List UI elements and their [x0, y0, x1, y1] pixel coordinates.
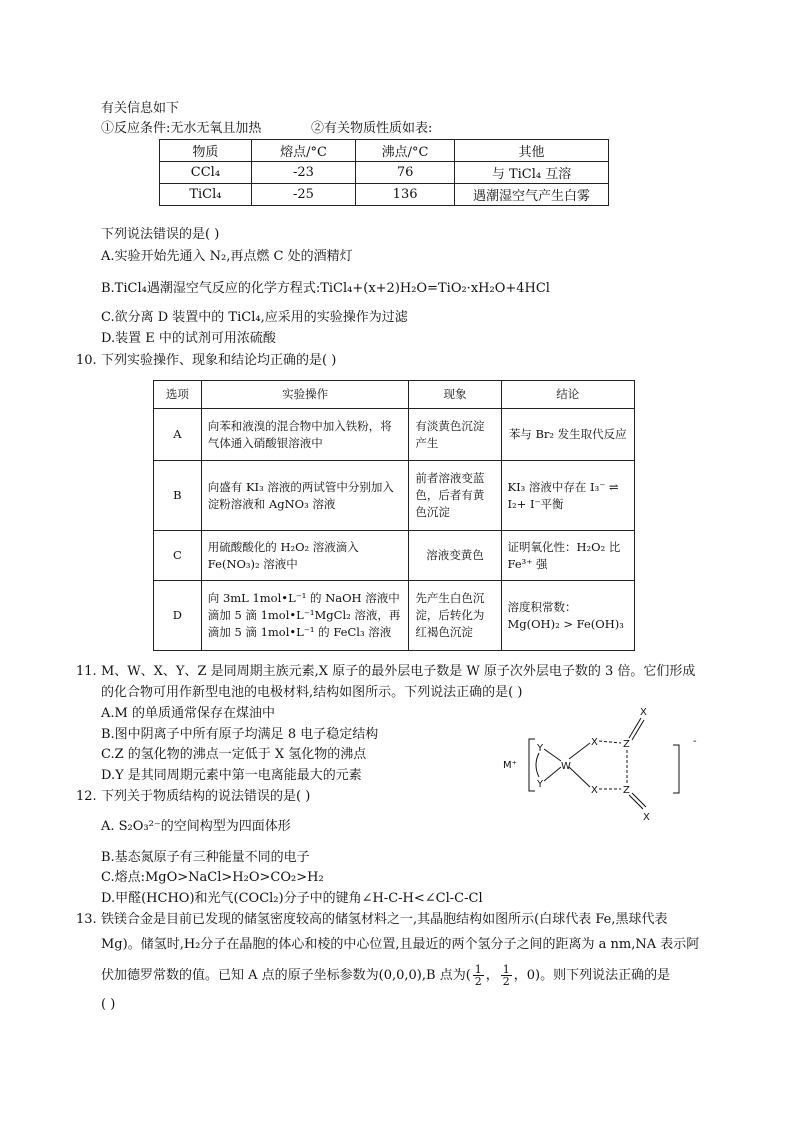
table-cell: 向 3mL 1mol•L⁻¹ 的 NaOH 溶液中滴加 5 滴 1mol•L⁻¹MgCl₂ 溶液，再滴加 5 滴 1mol•L⁻¹ 的 FeCl₃ 溶液 [201, 581, 409, 651]
table-header-cell: 沸点/°C [356, 140, 455, 162]
table-cell: KI₃ 溶液中存在 I₃⁻ ⇌ I₂+ I⁻平衡 [501, 461, 635, 531]
q12-number: 12. [76, 789, 97, 804]
info-heading: 有关信息如下 [101, 101, 180, 116]
table-row [160, 184, 609, 206]
table-header-cell: 现象 [409, 381, 501, 409]
q13-line-3-post: ，0)。则下列说法正确的是 [513, 968, 671, 983]
cation-label: M⁺ [503, 760, 517, 771]
table-cell: A [154, 409, 202, 461]
fraction-denominator: 2 [502, 975, 510, 988]
q13-line-3 [101, 962, 670, 990]
q9-option-d: D.装置 E 中的试剂可用浓硫酸 [101, 331, 276, 346]
q12-option-b: B.基态氮原子有三种能量不同的电子 [101, 850, 310, 865]
atom-z-upper: Z [623, 739, 630, 750]
q11-option-a: A.M 的单质通常保存在煤油中 [101, 706, 275, 721]
atom-w: W [561, 761, 571, 772]
table-cell: 苯与 Br₂ 发生取代反应 [501, 409, 635, 461]
table-row [154, 461, 635, 531]
table-cell: C [154, 531, 202, 581]
q10-stem: 下列实验操作、现象和结论均正确的是( ) [101, 353, 337, 368]
atom-x-top-terminal: X [640, 707, 647, 718]
q9-option-a: A.实验开始先通入 N₂,再点燃 C 处的酒精灯 [101, 249, 353, 264]
table-cell: 前者溶液变蓝色，后者有黄色沉淀 [409, 461, 501, 531]
table-cell: 有淡黄色沉淀产生 [409, 409, 501, 461]
table-header-cell: 熔点/°C [251, 140, 355, 162]
q13-line-1: 铁镁合金是目前已发现的储氢密度较高的储氢材料之一,其晶胞结构如图所示(白球代表 Fe,黑球代表 [101, 912, 668, 927]
fraction-one-half [501, 964, 512, 987]
properties-table [159, 139, 609, 206]
info-condition-2: ②有关物质性质如表: [311, 121, 433, 136]
fraction-one-half [473, 964, 484, 987]
q9-stem: 下列说法错误的是( ) [101, 227, 220, 242]
fraction-numerator: 1 [474, 963, 482, 976]
atom-x-bottom-terminal: X [643, 812, 650, 823]
q12-stem: 下列关于物质结构的说法错误的是( ) [101, 789, 311, 804]
anion-charge: - [693, 736, 697, 747]
table-cell: 向盛有 KI₃ 溶液的两试管中分别加入淀粉溶液和 AgNO₃ 溶液 [201, 461, 409, 531]
table-cell: 遇潮湿空气产生白雾 [455, 184, 609, 206]
q11-option-b: B.图中阴离子中所有原子均满足 8 电子稳定结构 [101, 727, 379, 742]
atom-y-top: Y [537, 743, 544, 754]
q12-option-d: D.甲醛(HCHO)和光气(COCl₂)分子中的键角∠H-C-H<∠Cl-C-Cl [101, 891, 483, 906]
table-header-cell: 结论 [501, 381, 635, 409]
q9-option-c: C.欲分离 D 装置中的 TiCl₄,应采用的实验操作为过滤 [101, 310, 408, 325]
q13-line-3-pre: 伏加德罗常数的值。已知 A 点的原子坐标参数为(0,0,0),B 点为( [101, 968, 471, 983]
q11-stem-line-1: M、W、X、Y、Z 是同周期主族元素,X 原子的最外层电子数是 W 原子次外层电子数的 3 倍。它们形成 [101, 664, 696, 679]
q13-line-3-mid: ， [485, 968, 499, 983]
q11-option-d: D.Y 是其同周期元素中第一电离能最大的元素 [101, 768, 362, 783]
atom-y-bottom: Y [537, 779, 544, 790]
table-cell: 用硫酸酸化的 H₂O₂ 溶液滴入 Fe(NO₃)₂ 溶液中 [201, 531, 409, 581]
table-cell: TiCl₄ [160, 184, 252, 206]
table-header-row [154, 381, 635, 409]
q11-stem-line-2: 的化合物可用作新型电池的电极材料,结构如图所示。下列说法正确的是( ) [101, 685, 523, 700]
table-header-cell: 实验操作 [201, 381, 409, 409]
q12-option-a: A. S₂O₃²⁻的空间构型为四面体形 [101, 819, 291, 834]
q11-number: 11. [76, 664, 97, 679]
q13-number: 13. [76, 912, 97, 927]
table-cell: -23 [251, 162, 355, 184]
table-cell: 136 [356, 184, 455, 206]
table-header-cell: 其他 [455, 140, 609, 162]
fraction-denominator: 2 [474, 975, 482, 988]
anion-structure-diagram [495, 705, 725, 825]
table-header-cell: 选项 [154, 381, 202, 409]
atom-z-lower: Z [623, 785, 630, 796]
atom-x-lower: X [591, 785, 598, 796]
table-cell: 与 TiCl₄ 互溶 [455, 162, 609, 184]
experiment-table [153, 380, 635, 651]
q11-option-c: C.Z 的氢化物的沸点一定低于 X 氢化物的沸点 [101, 747, 367, 762]
table-cell: 溶液变黄色 [409, 531, 501, 581]
table-header-row [160, 140, 609, 162]
fraction-numerator: 1 [502, 963, 510, 976]
q9-option-b: B.TiCl₄遇潮湿空气反应的化学方程式:TiCl₄+(x+2)H₂O=TiO₂·xH₂O+4HCl [101, 281, 550, 296]
table-cell: -25 [251, 184, 355, 206]
table-cell: 证明氧化性：H₂O₂ 比 Fe³⁺ 强 [501, 531, 635, 581]
right-bracket [673, 745, 679, 793]
left-bracket [529, 739, 535, 791]
info-condition-1: ①反应条件:无水无氧且加热 [101, 121, 262, 136]
table-cell: 向苯和液溴的混合物中加入铁粉，将气体通入硝酸银溶液中 [201, 409, 409, 461]
table-cell: B [154, 461, 202, 531]
table-row [154, 409, 635, 461]
table-row [160, 162, 609, 184]
table-cell: CCl₄ [160, 162, 252, 184]
q13-line-4: ( ) [101, 997, 116, 1012]
q13-line-2: Mg)。储氢时,H₂分子在晶胞的体心和棱的中心位置,且最近的两个氢分子之间的距离为 a nm,NA 表示阿 [101, 937, 700, 952]
table-row [154, 581, 635, 651]
table-cell: 76 [356, 162, 455, 184]
table-cell: 溶度积常数：Mg(OH)₂ > Fe(OH)₃ [501, 581, 635, 651]
q12-option-c: C.熔点:MgO>NaCl>H₂O>CO₂>H₂ [101, 870, 324, 885]
table-cell: D [154, 581, 202, 651]
table-cell: 先产生白色沉淀，后转化为红褐色沉淀 [409, 581, 501, 651]
atom-x-upper: X [591, 737, 598, 748]
table-header-cell: 物质 [160, 140, 252, 162]
table-row [154, 531, 635, 581]
q10-number: 10. [76, 353, 97, 368]
